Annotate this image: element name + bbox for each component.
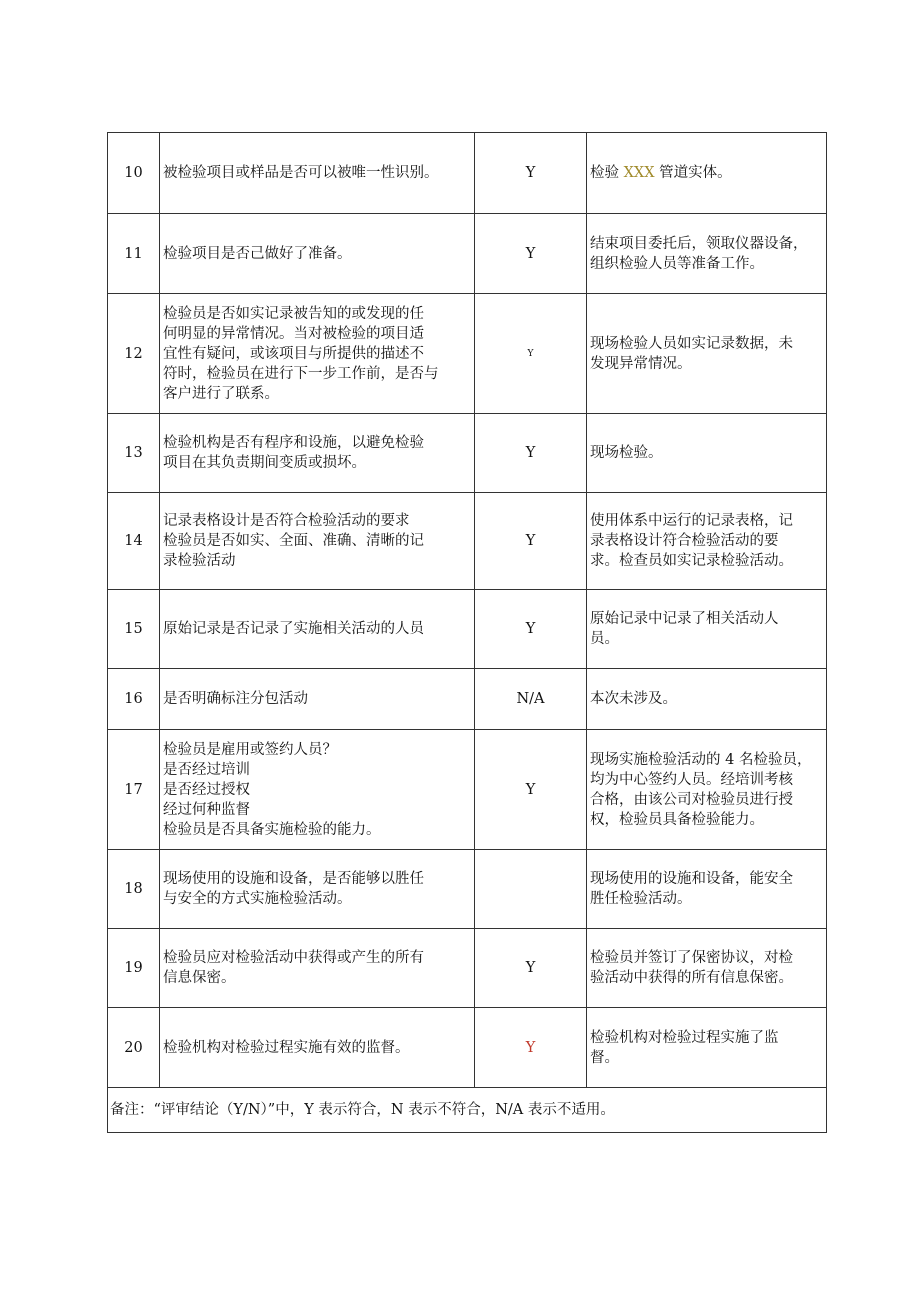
table-row <box>108 929 827 1008</box>
remark-row <box>108 1088 827 1133</box>
verdict <box>475 850 587 929</box>
row-number: 17 <box>108 730 160 850</box>
check-item: 是否明确标注分包活动 <box>160 669 475 730</box>
finding-note <box>587 133 827 214</box>
check-item: 检验机构对检验过程实施有效的监督。 <box>160 1008 475 1088</box>
verdict: Y <box>475 493 587 590</box>
table-row <box>108 414 827 493</box>
verdict: Y <box>475 294 587 414</box>
finding-note: 本次未涉及。 <box>587 669 827 730</box>
check-item: 检验员应对检验活动中获得或产生的所有 信息保密。 <box>160 929 475 1008</box>
verdict: Y <box>475 1008 587 1088</box>
row-number: 15 <box>108 590 160 669</box>
finding-note: 检验员并签订了保密协议，对检 验活动中获得的所有信息保密。 <box>587 929 827 1008</box>
finding-note: 现场使用的设施和设备，能安全 胜任检验活动。 <box>587 850 827 929</box>
row-number: 18 <box>108 850 160 929</box>
verdict: Y <box>475 590 587 669</box>
check-item: 记录表格设计是否符合检验活动的要求 检验员是否如实、全面、准确、清晰的记 录检验活动 <box>160 493 475 590</box>
finding-note: 现场检验。 <box>587 414 827 493</box>
review-table <box>107 132 827 1133</box>
verdict: N/A <box>475 669 587 730</box>
check-item: 原始记录是否记录了实施相关活动的人员 <box>160 590 475 669</box>
verdict: Y <box>475 414 587 493</box>
table-row <box>108 1008 827 1088</box>
check-item: 检验员是雇用或签约人员？ 是否经过培训 是否经过授权 经过何种监督 检验员是否具备实施检验的能力。 <box>160 730 475 850</box>
table-row <box>108 730 827 850</box>
note-text: 检验 <box>590 165 624 181</box>
review-table-container <box>107 132 826 1133</box>
finding-note: 检验机构对检验过程实施了监 督。 <box>587 1008 827 1088</box>
table-row <box>108 493 827 590</box>
row-number: 14 <box>108 493 160 590</box>
row-number: 20 <box>108 1008 160 1088</box>
finding-note: 结束项目委托后，领取仪器设备， 组织检验人员等准备工作。 <box>587 214 827 294</box>
verdict: Y <box>475 214 587 294</box>
remark-text: 备注：“评审结论（Y/N）”中，Y 表示符合，N 表示不符合，N/A 表示不适用。 <box>108 1088 827 1133</box>
note-text: 管道实体。 <box>654 165 732 181</box>
finding-note: 现场检验人员如实记录数据，未 发现异常情况。 <box>587 294 827 414</box>
check-item: 检验机构是否有程序和设施，以避免检验 项目在其负责期间变质或损坏。 <box>160 414 475 493</box>
row-number: 19 <box>108 929 160 1008</box>
table-row <box>108 590 827 669</box>
check-item: 现场使用的设施和设备，是否能够以胜任 与安全的方式实施检验活动。 <box>160 850 475 929</box>
table-row <box>108 669 827 730</box>
finding-note: 原始记录中记录了相关活动人 员。 <box>587 590 827 669</box>
highlighted-placeholder: XXX <box>623 165 655 181</box>
row-number: 12 <box>108 294 160 414</box>
table-row <box>108 133 827 214</box>
table-row <box>108 850 827 929</box>
check-item: 被检验项目或样品是否可以被唯一性识别。 <box>160 133 475 214</box>
verdict: Y <box>475 730 587 850</box>
verdict: Y <box>475 929 587 1008</box>
row-number: 13 <box>108 414 160 493</box>
row-number: 16 <box>108 669 160 730</box>
row-number: 10 <box>108 133 160 214</box>
row-number: 11 <box>108 214 160 294</box>
table-row <box>108 214 827 294</box>
finding-note: 现场实施检验活动的 4 名检验员， 均为中心签约人员。经培训考核 合格，由该公司对检验员进行授 权，检验员具备检验能力。 <box>587 730 827 850</box>
check-item: 检验项目是否己做好了准备。 <box>160 214 475 294</box>
table-row <box>108 294 827 414</box>
verdict: Y <box>475 133 587 214</box>
finding-note: 使用体系中运行的记录表格，记 录表格设计符合检验活动的要 求。检查员如实记录检验活动。 <box>587 493 827 590</box>
check-item: 检验员是否如实记录被告知的或发现的任 何明显的异常情况。当对被检验的项目适 宜性有疑问，或该项目与所提供的描述不 符时，检验员在进行下一步工作前，是否与 客户进行了联系。 <box>160 294 475 414</box>
